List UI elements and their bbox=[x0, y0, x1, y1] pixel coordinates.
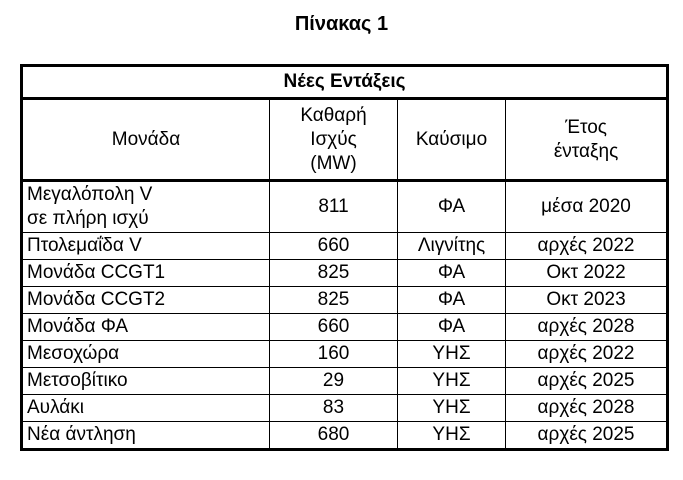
cell-power: 83 bbox=[270, 395, 398, 422]
cell-unit: Νέα άντληση bbox=[22, 422, 270, 450]
table-row bbox=[22, 314, 668, 341]
cell-power: 660 bbox=[270, 314, 398, 341]
cell-power: 825 bbox=[270, 287, 398, 314]
cell-unit: Μονάδα CCGT2 bbox=[22, 287, 270, 314]
table-title-row bbox=[22, 66, 668, 99]
header-year-line2: ένταξης bbox=[553, 140, 619, 162]
table-row bbox=[22, 422, 668, 450]
cell-unit-line2: σε πλήρη ισχύ bbox=[27, 208, 149, 229]
cell-fuel: ΥΗΣ bbox=[398, 368, 506, 395]
cell-fuel: ΦΑ bbox=[398, 181, 506, 233]
table-row bbox=[22, 368, 668, 395]
new-units-table bbox=[20, 64, 669, 451]
cell-fuel: ΦΑ bbox=[398, 287, 506, 314]
cell-power: 29 bbox=[270, 368, 398, 395]
cell-power: 811 bbox=[270, 181, 398, 233]
header-row bbox=[22, 99, 668, 181]
cell-year: αρχές 2025 bbox=[506, 368, 668, 395]
cell-power: 660 bbox=[270, 233, 398, 260]
header-power-line1: Καθαρή bbox=[300, 104, 367, 126]
cell-power: 825 bbox=[270, 260, 398, 287]
cell-year: αρχές 2028 bbox=[506, 314, 668, 341]
cell-unit: Μετσοβίτικο bbox=[22, 368, 270, 395]
header-power-line2: Ισχύς bbox=[310, 128, 357, 150]
cell-fuel: Λιγνίτης bbox=[398, 233, 506, 260]
cell-unit: Αυλάκι bbox=[22, 395, 270, 422]
cell-year: αρχές 2022 bbox=[506, 233, 668, 260]
cell-unit: Μονάδα ΦΑ bbox=[22, 314, 270, 341]
table-row bbox=[22, 287, 668, 314]
header-unit: Μονάδα bbox=[22, 99, 270, 181]
cell-power: 680 bbox=[270, 422, 398, 450]
cell-unit: Μονάδα CCGT1 bbox=[22, 260, 270, 287]
header-fuel: Καύσιμο bbox=[398, 99, 506, 181]
cell-power: 160 bbox=[270, 341, 398, 368]
cell-year: αρχές 2028 bbox=[506, 395, 668, 422]
cell-year: αρχές 2025 bbox=[506, 422, 668, 450]
cell-year: Οκτ 2022 bbox=[506, 260, 668, 287]
header-power-line3: (MW) bbox=[310, 152, 357, 174]
header-year bbox=[506, 99, 668, 181]
table-row bbox=[22, 260, 668, 287]
cell-unit-line1: Μεγαλόπολη V bbox=[27, 184, 153, 205]
cell-year: Οκτ 2023 bbox=[506, 287, 668, 314]
cell-unit bbox=[22, 181, 270, 233]
cell-fuel: ΦΑ bbox=[398, 314, 506, 341]
header-power bbox=[270, 99, 398, 181]
cell-unit: Πτολεμαΐδα V bbox=[22, 233, 270, 260]
cell-fuel: ΥΗΣ bbox=[398, 422, 506, 450]
table-caption: Πίνακας 1 bbox=[294, 13, 389, 35]
cell-fuel: ΦΑ bbox=[398, 260, 506, 287]
table-row bbox=[22, 181, 668, 233]
table-title: Νέες Εντάξεις bbox=[22, 66, 668, 99]
table-row bbox=[22, 341, 668, 368]
table-row bbox=[22, 233, 668, 260]
header-year-line1: Έτος bbox=[565, 116, 607, 138]
cell-year: αρχές 2022 bbox=[506, 341, 668, 368]
cell-fuel: ΥΗΣ bbox=[398, 395, 506, 422]
cell-year: μέσα 2020 bbox=[506, 181, 668, 233]
cell-unit: Μεσοχώρα bbox=[22, 341, 270, 368]
table-row bbox=[22, 395, 668, 422]
cell-fuel: ΥΗΣ bbox=[398, 341, 506, 368]
